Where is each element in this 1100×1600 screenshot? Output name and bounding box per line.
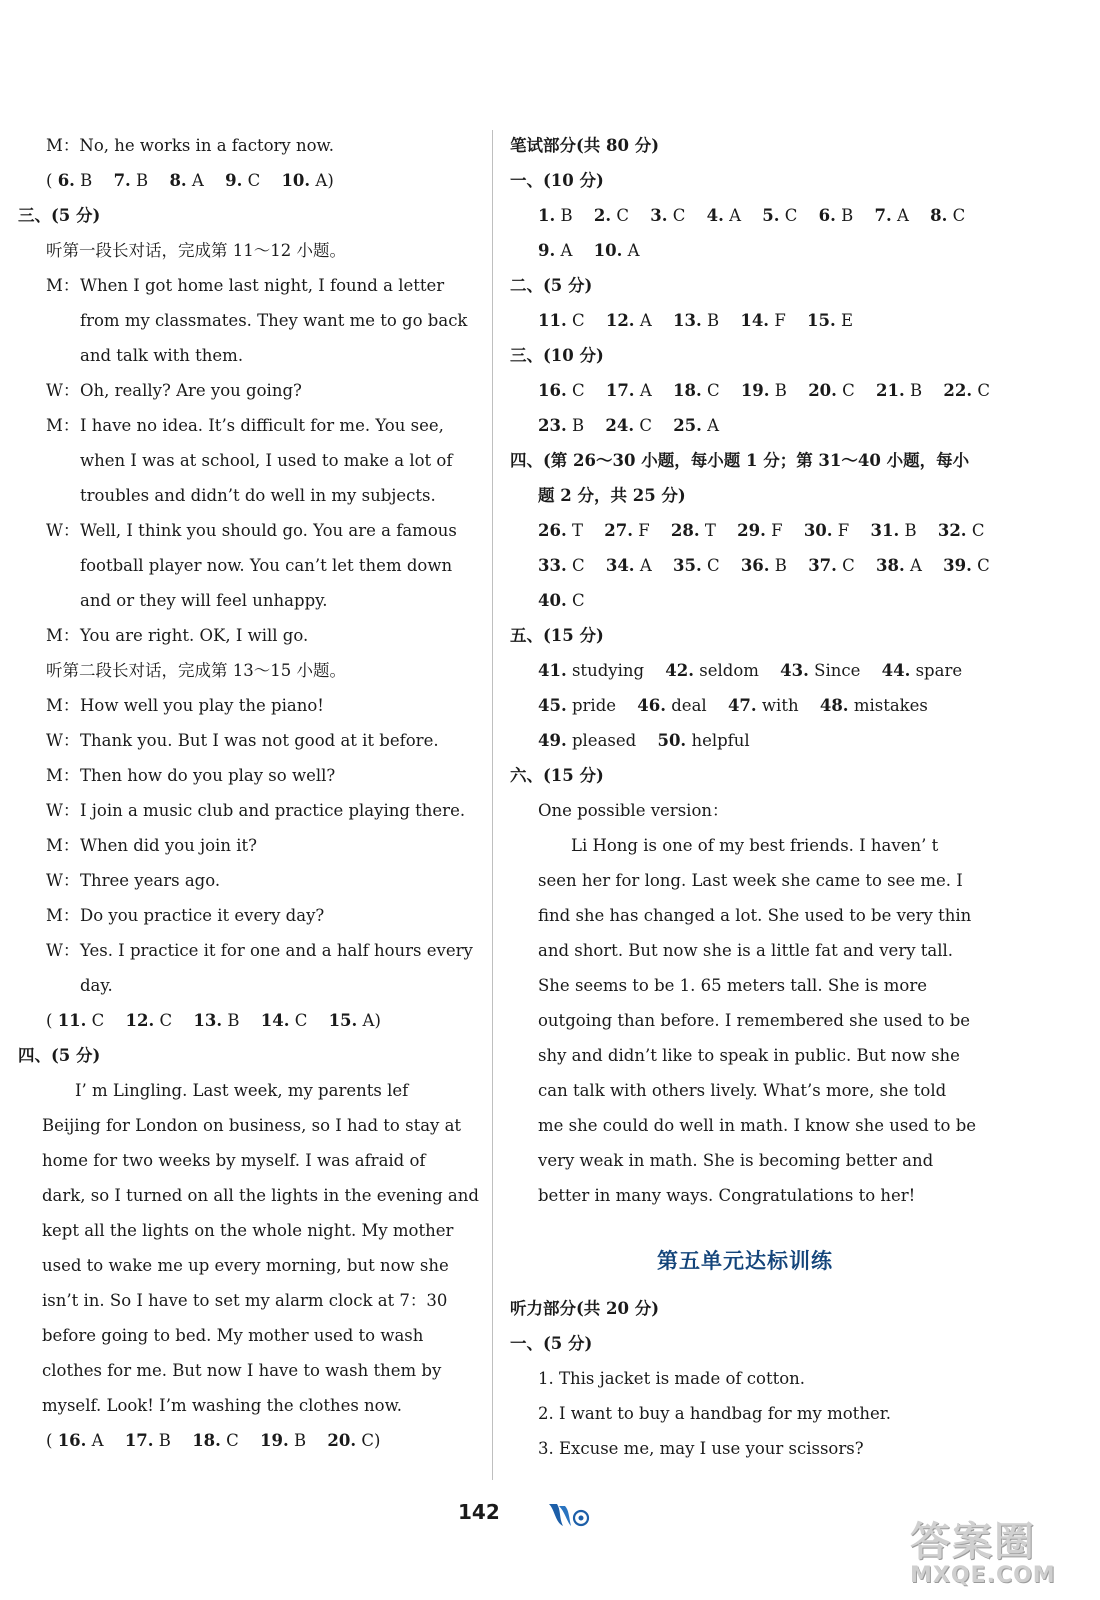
column-divider [492,130,493,1480]
transcript-item: 1. This jacket is made of cotton. [538,1369,806,1388]
essay-intro: One possible version： [538,801,729,820]
model-essay: Li Hong is one of my best friends. I haven’ t seen her for long. Last week she came to see me. I find she has changed a lot. She used to be very thin and short. But now she is a little fat and very tall. She seems to be 1. 65 meters tall. She is more outgoing than before. I remembered she used to be shy and didn’t like to speak in public. But now she can talk with others lively. What’s more, she told me she could do well in math. I know she used to be very weak in math. She is becoming better and better in many ways. Congratulations to her! [538,836,977,1205]
section-heading: 二、(5 分) [510,276,593,295]
answer-key-33-39: 33. C 34. A 35. C 36. B 37. C 38. A 39. C [538,556,990,575]
transcript-item: 2. I want to buy a handbag for my mother. [538,1404,892,1423]
answer-group: 6. B 7. B 8. A 9. C 10. A) [57,171,334,190]
answer-key-26-32: 26. T 27. F 28. T 29. F 30. F 31. B 32. C [538,521,985,540]
speaker-label: M： [46,276,80,295]
answer-key-16-20: ( 16. A 17. B 18. C 19. B 20. C) [46,1431,381,1450]
section-heading: 四、(5 分) [18,1046,101,1065]
unit-title: 第五单元达标训练 [657,1248,833,1273]
answer-key-49-50: 49. pleased 50. helpful [538,731,750,750]
listening-instruction: 听第一段长对话，完成第 11～12 小题。 [46,241,346,260]
answer-key-16-22: 16. C 17. A 18. C 19. B 20. C 21. B 22. C [538,381,990,400]
speaker-label: W： [46,871,80,890]
answer-key-40: 40. C [538,591,585,610]
answer-key-11-15: 11. C 12. A 13. B 14. F 15. E [538,311,854,330]
speaker-label: M： [46,836,80,855]
watermark-logo: 答案圈 MXQE.COM [910,1519,1056,1588]
passage: I’ m Lingling. Last week, my parents lef Beijing for London on business, so I had to stay at home for two weeks by myself. I was afraid of dark, so I turned on all the lights in the evening and kept all the lights on the whole night. My mother used to wake me up every morning, but now she isn’t in. So I have to set my alarm clock at 7：30 before going to bed. My mother used to wash clothes for me. But now I have to wash them by myself. Look! I’m washing the clothes now. [42,1081,479,1415]
transcript-item: 3. Excuse me, may I use your scissors? [538,1439,864,1458]
part-heading: 听力部分(共 20 分) [510,1299,660,1318]
section-heading: 三、(10 分) [510,346,604,365]
dialogue-1: M： When I got home last night, I found a letter from my classmates. They want me to go back and talk with them. W： Oh, really? Are you going? M： I have no idea. It’s difficult for me. You see, when I was at school, I used to make a lot of troubles and didn’t do well in my subjects. W： Well, I think you should go. You are a famous football player now. You can’t let them down and or they will feel unhappy. M： You are right. OK, I will go. [18,268,478,653]
speaker-label: M： [46,696,80,715]
speaker-label: W： [46,801,80,820]
section-heading: 四、(第 26～30 小题，每小题 1 分；第 31～40 小题，每小 [510,451,970,470]
section-heading: 六、(15 分) [510,766,604,785]
speaker-label: W： [46,941,80,960]
answer-key-6-10: ( 6. B 7. B 8. A 9. C 10. A) [46,171,334,190]
answer-key-9-10: 9. A 10. A [538,241,640,260]
swirl-ornament-icon [545,1500,593,1534]
dialogue-2: M： How well you play the piano! W： Thank you. But I was not good at it before. M： Then how do you play so well? W： I join a music club and practice playing there. M： When did you join it? W： Three years ago. M： Do you practice it every day? W： Yes. I practice it for one and a half hours every day. [18,688,478,1003]
dialogue-line: M：No, he works in a factory now. [46,136,334,155]
answer-key-11-15: ( 11. C 12. C 13. B 14. C 15. A) [46,1011,381,1030]
answer-key-41-44: 41. studying 42. seldom 43. Since 44. spare [538,661,963,680]
speaker-label: M： [46,906,80,925]
left-column [18,128,478,1458]
section-heading: 一、(10 分) [510,171,604,190]
listening-instruction: 听第二段长对话，完成第 13～15 小题。 [46,661,346,680]
answer-key-1-8: 1. B 2. C 3. C 4. A 5. C 6. B 7. A 8. C [538,206,966,225]
section-heading: 五、(15 分) [510,626,604,645]
right-column [510,128,990,1466]
answer-key-23-25: 23. B 24. C 25. A [538,416,720,435]
section-heading: 一、(5 分) [510,1334,593,1353]
section-heading: 三、(5 分) [18,206,101,225]
speaker-label: W： [46,521,80,540]
speaker-label: M： [46,626,80,645]
page-number: 142 [458,1500,500,1524]
speaker-label: W： [46,381,80,400]
answer-key-45-48: 45. pride 46. deal 47. with 48. mistakes [538,696,928,715]
part-heading: 笔试部分(共 80 分) [510,136,660,155]
speaker-label: W： [46,731,80,750]
speaker-label: M： [46,416,80,435]
section-heading-cont: 题 2 分，共 25 分) [538,486,686,505]
speaker-label: M： [46,766,80,785]
